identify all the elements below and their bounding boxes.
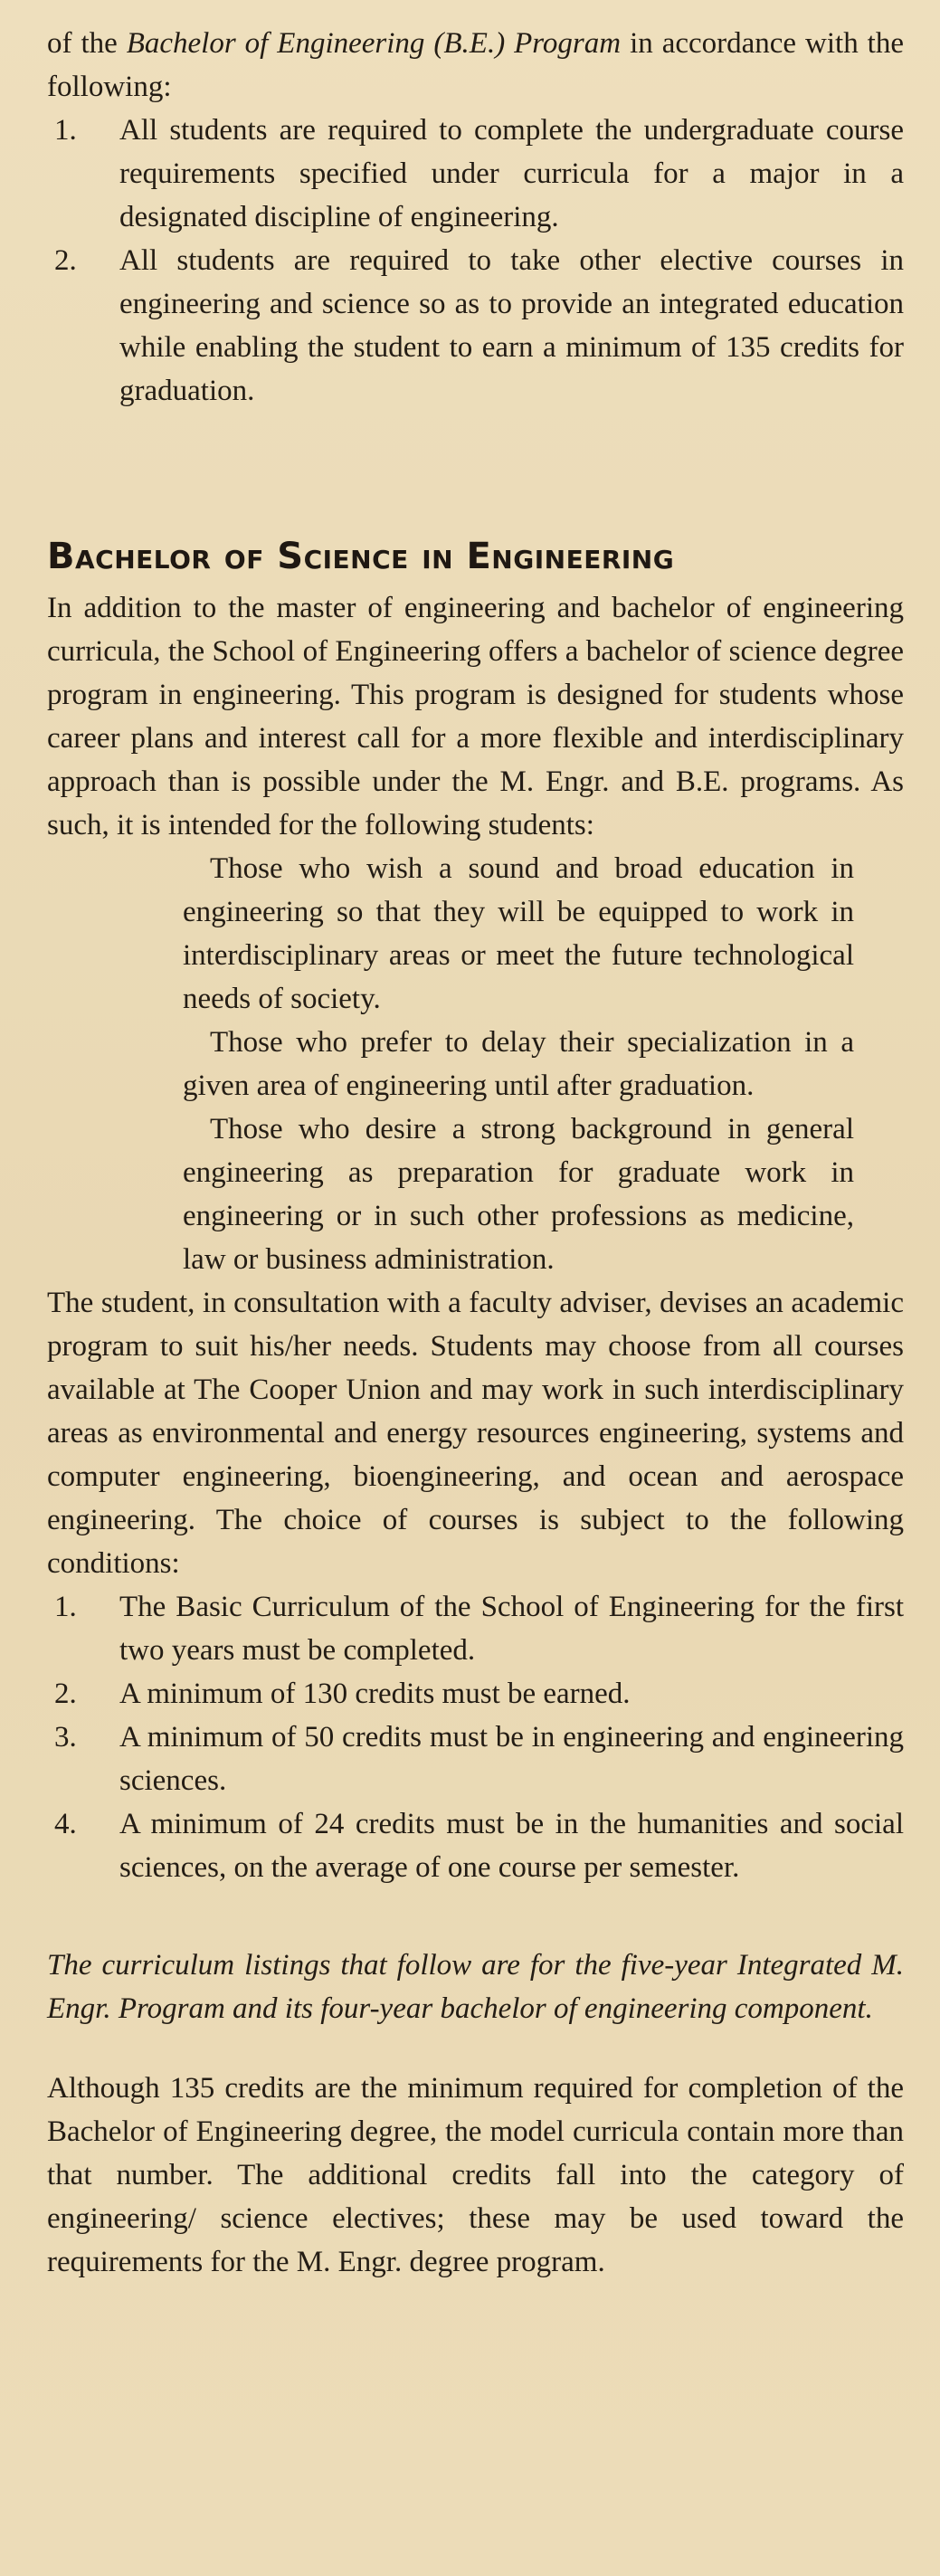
audience-item: Those who wish a sound and broad education in engineering so that they will be equipped to work in interdisciplinary areas or meet the future technological needs of society.	[183, 852, 854, 1015]
list-text: All students are required to take other elective courses in engineering and science so as to provide an integrated education while enabling the student to earn a minimum of 135 credits for graduation.	[119, 244, 904, 407]
bs-intro-paragraph: In addition to the master of engineering and bachelor of engineering curricula, the School of Engineering offers a bachelor of science degree program in engineering. This program is designed for students whose career plans and interest call for a more flexible and interdisciplinary approach than is possible under the M. Engr. and B.E. programs. As such, it is intended for the following students:	[47, 592, 904, 841]
list-number: 2.	[54, 244, 77, 277]
list-item	[47, 1585, 904, 1672]
adviser-paragraph: The student, in consultation with a faculty adviser, devises an academic program to suit his/her needs. Students may choose from all courses available at The Cooper Union and may work in such interdisciplinary areas as environmental and energy resources engineering, systems and computer engineering, bioengineering, and ocean and aerospace engineering. The choice of courses is subject to the following conditions:	[47, 1287, 904, 1580]
list-number: 3.	[54, 1721, 77, 1754]
list-text: A minimum of 24 credits must be in the humanities and social sciences, on the average of one course per semester.	[119, 1808, 904, 1884]
section-heading: Bachelor of Science in Engineering	[47, 536, 675, 577]
conditions-list	[47, 1585, 904, 1889]
list-text: A minimum of 130 credits must be earned.	[119, 1678, 631, 1710]
list-text: The Basic Curriculum of the School of Engineering for the first two years must be completed.	[119, 1591, 904, 1667]
intro-tail: in accordance with the following:	[47, 27, 904, 103]
audience-item: Those who desire a strong background in general engineering as preparation for graduate work in engineering or in such other professions as medicine, law or business administration.	[183, 1113, 854, 1276]
be-requirements-list	[47, 109, 904, 413]
list-item	[47, 109, 904, 239]
list-text: A minimum of 50 credits must be in engineering and engineering sciences.	[119, 1721, 904, 1797]
list-number: 1.	[54, 114, 77, 147]
list-item	[47, 1672, 904, 1716]
intro-paragraph	[47, 22, 904, 109]
program-name: Bachelor of Engineering (B.E.) Program	[126, 27, 622, 60]
list-item	[47, 1716, 904, 1802]
curriculum-note: The curriculum listings that follow are for the five-year Integrated M. Engr. Program and its four-year bachelor of engineering component.	[47, 1949, 904, 2025]
audience-block	[47, 847, 904, 1281]
list-number: 4.	[54, 1808, 77, 1840]
list-number: 1.	[54, 1591, 77, 1623]
list-item	[47, 239, 904, 413]
list-text: All students are required to complete the undergraduate course requirements specified under curricula for a major in a designated discipline of engineering.	[119, 114, 904, 233]
audience-item: Those who prefer to delay their specialization in a given area of engineering until after graduation.	[183, 1026, 854, 1102]
intro-lead: of the	[47, 27, 127, 60]
list-number: 2.	[54, 1678, 77, 1710]
closing-paragraph: Although 135 credits are the minimum required for completion of the Bachelor of Engineering degree, the model curricula contain more than that number. The additional credits fall into the category of engineering/ science electives; these may be used toward the requirements for the M. Engr. degree program.	[47, 2072, 904, 2278]
list-item	[47, 1802, 904, 1889]
